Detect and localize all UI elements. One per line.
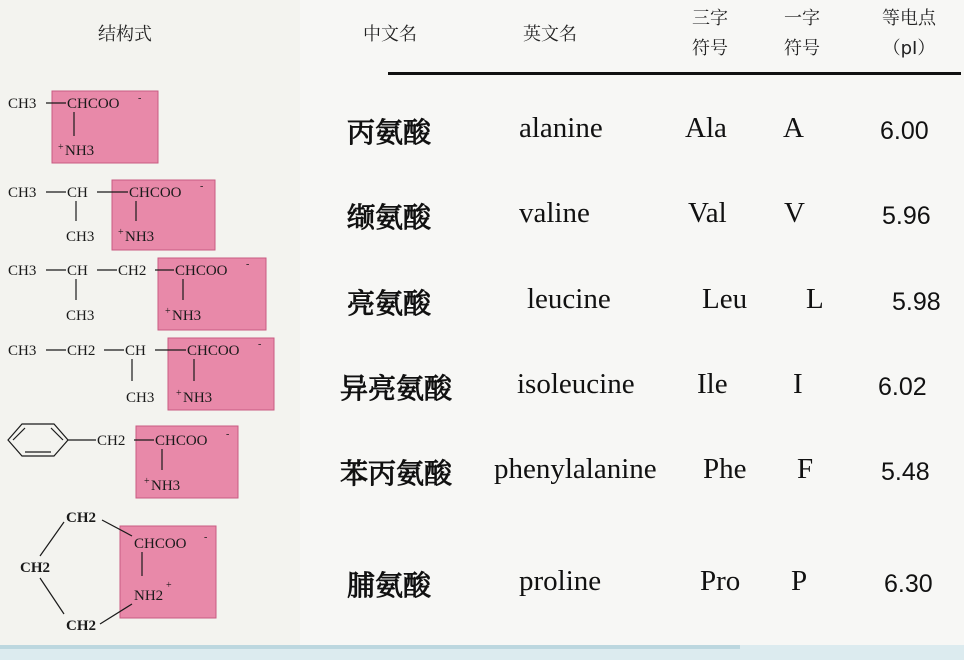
formula-ch2-left: CH2 xyxy=(20,560,50,576)
structure-alanine xyxy=(0,88,300,168)
formula-charge-minus: - xyxy=(246,259,250,270)
formula-nh2: NH2 xyxy=(134,588,164,604)
formula-nh3: NH3 xyxy=(172,308,202,324)
row-isoleucine-chinese-name: 异亮氨酸 xyxy=(340,372,453,405)
structure-phenylalanine xyxy=(0,420,300,504)
formula-chcoo: CHCOO xyxy=(155,433,208,449)
formula-ch3: CH3 xyxy=(8,263,37,279)
header-three-letter-line2: 符号 xyxy=(692,38,728,59)
structure-leucine xyxy=(0,254,300,334)
row-leucine-english-name: leucine xyxy=(527,283,611,315)
formula-charge-plus: + xyxy=(118,227,124,238)
row-proline-chinese-name: 脯氨酸 xyxy=(347,569,432,602)
formula-nh3: NH3 xyxy=(151,478,181,494)
row-valine-chinese-name: 缬氨酸 xyxy=(347,201,432,234)
row-phenylalanine-one-letter: F xyxy=(797,453,814,485)
header-one-letter-symbol xyxy=(762,4,842,64)
formula-ch3: CH3 xyxy=(8,343,37,359)
formula-chcoo: CHCOO xyxy=(67,96,120,112)
row-valine-three-letter: Val xyxy=(688,197,727,229)
row-proline-pi: 6.30 xyxy=(884,570,933,598)
formula-ch: CH xyxy=(67,185,88,201)
row-alanine-chinese-name: 丙氨酸 xyxy=(347,116,432,149)
formula-nh3: NH3 xyxy=(125,229,155,245)
benzene-ring-icon xyxy=(8,424,68,456)
header-three-letter-symbol xyxy=(670,4,750,64)
formula-charge-minus: - xyxy=(204,532,208,543)
formula-ch2: CH2 xyxy=(118,263,147,279)
row-proline-one-letter: P xyxy=(791,565,808,597)
row-alanine-english-name: alanine xyxy=(519,112,603,144)
header-rule xyxy=(388,72,961,75)
header-isoelectric-point xyxy=(862,4,956,64)
formula-ch2-bottom: CH2 xyxy=(66,618,96,634)
structure-isoleucine xyxy=(0,335,300,415)
row-alanine-one-letter: A xyxy=(783,112,804,144)
row-phenylalanine-three-letter: Phe xyxy=(703,453,747,485)
row-phenylalanine-chinese-name: 苯丙氨酸 xyxy=(340,457,453,490)
bottom-band-accent xyxy=(0,645,740,649)
formula-chcoo: CHCOO xyxy=(175,263,228,279)
formula-ch3-branch: CH3 xyxy=(66,308,95,324)
row-proline-three-letter: Pro xyxy=(700,565,741,597)
row-alanine-pi: 6.00 xyxy=(880,117,929,145)
header-chinese-name: 中文名 xyxy=(363,24,417,45)
formula-charge-plus: + xyxy=(58,142,64,153)
formula-chcoo: CHCOO xyxy=(129,185,182,201)
formula-charge-plus: + xyxy=(144,476,150,487)
formula-charge-plus: + xyxy=(166,580,172,591)
header-pi-line2: （pI） xyxy=(882,38,936,59)
row-isoleucine-three-letter: Ile xyxy=(697,368,728,400)
formula-ch2-top: CH2 xyxy=(66,510,96,526)
row-leucine-pi: 5.98 xyxy=(892,288,941,316)
formula-charge-minus: - xyxy=(226,429,230,440)
formula-ch3-branch: CH3 xyxy=(126,390,155,406)
formula-charge-minus: - xyxy=(258,339,262,350)
row-proline-english-name: proline xyxy=(519,565,602,597)
formula-ch3: CH3 xyxy=(8,185,37,201)
row-isoleucine-pi: 6.02 xyxy=(878,373,927,401)
formula-charge-plus: + xyxy=(165,306,171,317)
formula-ch2: CH2 xyxy=(97,433,126,449)
formula-charge-plus: + xyxy=(176,388,182,399)
row-leucine-one-letter: L xyxy=(806,283,824,315)
formula-ch: CH xyxy=(67,263,88,279)
formula-nh3: NH3 xyxy=(65,143,95,159)
row-leucine-chinese-name: 亮氨酸 xyxy=(347,287,432,320)
header-three-letter-line1: 三字 xyxy=(692,8,728,29)
structure-valine xyxy=(0,175,300,255)
formula-ch3: CH3 xyxy=(8,96,37,112)
header-structure: 结构式 xyxy=(98,24,152,45)
formula-charge-minus: - xyxy=(200,181,204,192)
header-english-name: 英文名 xyxy=(523,24,577,45)
row-leucine-three-letter: Leu xyxy=(702,283,748,315)
header-one-letter-line2: 符号 xyxy=(784,38,820,59)
formula-ch2: CH2 xyxy=(67,343,96,359)
row-phenylalanine-pi: 5.48 xyxy=(881,458,930,486)
structure-proline xyxy=(0,500,300,640)
row-isoleucine-english-name: isoleucine xyxy=(517,368,635,400)
row-alanine-three-letter: Ala xyxy=(685,112,727,144)
row-valine-english-name: valine xyxy=(519,197,590,229)
formula-chcoo: CHCOO xyxy=(187,343,240,359)
formula-ch3-branch: CH3 xyxy=(66,229,95,245)
bottom-band xyxy=(0,645,964,660)
row-valine-one-letter: V xyxy=(784,197,805,229)
header-pi-line1: 等电点 xyxy=(882,8,936,29)
formula-chcoo: CHCOO xyxy=(134,536,187,552)
formula-charge-minus: - xyxy=(138,93,142,104)
header-one-letter-line1: 一字 xyxy=(784,8,820,29)
formula-nh3: NH3 xyxy=(183,390,213,406)
row-isoleucine-one-letter: I xyxy=(793,368,803,400)
formula-ch: CH xyxy=(125,343,146,359)
row-valine-pi: 5.96 xyxy=(882,202,931,230)
row-phenylalanine-english-name: phenylalanine xyxy=(494,453,657,485)
